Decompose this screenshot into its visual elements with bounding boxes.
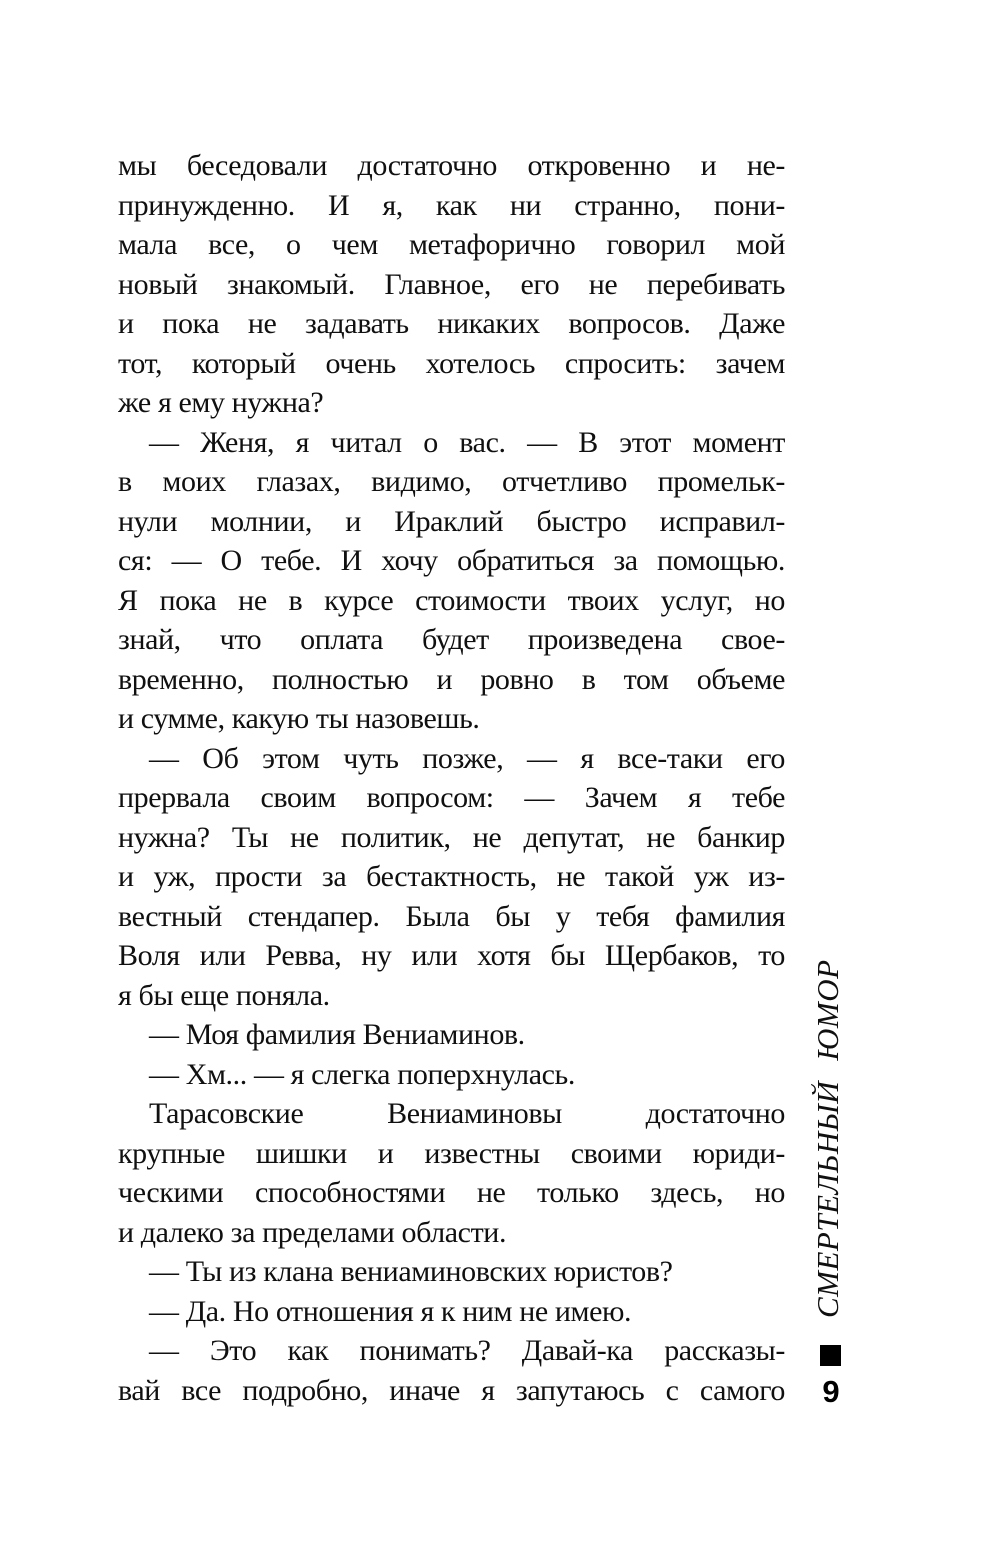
text-line: принужденно. И я, как ни странно, пони- (118, 188, 785, 222)
text-line: — Это как понимать? Давай-ка рассказы- (149, 1334, 785, 1367)
text-line: прервала своим вопросом: — Зачем я тебе (118, 781, 785, 814)
text-line: ся: — О тебе. И хочу обратиться за помощью. (118, 544, 785, 577)
text-line: и сумме, какую ты назовешь. (118, 702, 480, 735)
text-line: знай, что оплата будет произведена свое- (118, 623, 785, 656)
text-block (118, 146, 785, 1410)
text-line: временно, полностью и ровно в том объеме (118, 662, 785, 696)
text-line: тот, который очень хотелось спросить: зачем (118, 346, 785, 380)
text-line: и далеко за пределами области. (118, 1215, 507, 1249)
margin-series-title: СМЕРТЕЛЬНЫЙ ЮМОР (810, 959, 845, 1318)
text-line: Воля или Ревва, ну или хотя бы Щербаков, то (118, 939, 785, 972)
text-line: крупные шишки и известны своими юриди- (118, 1136, 785, 1170)
text-line: я бы еще поняла. (118, 978, 330, 1012)
text-line: мы беседовали достаточно откровенно и не- (118, 149, 785, 182)
text-line: вестный стендапер. Была бы у тебя фамилия (118, 899, 785, 933)
text-line: — Хм... — я слегка поперхнулась. (149, 1057, 575, 1091)
text-line: нули молнии, и Ираклий быстро исправил- (118, 504, 785, 538)
text-line: — Ты из клана вениаминовских юристов? (149, 1255, 673, 1288)
text-line: нужна? Ты не политик, не депутат, не банкир (118, 820, 785, 854)
text-line: ческими способностями не только здесь, но (118, 1176, 785, 1209)
section-marker-square (820, 1345, 841, 1366)
text-line: — Да. Но отношения я к ним не имею. (149, 1294, 632, 1328)
text-line: — Моя фамилия Вениаминов. (149, 1018, 525, 1051)
text-line: новый знакомый. Главное, его не перебивать (118, 267, 785, 301)
text-line: же я ему нужна? (118, 386, 324, 419)
text-line: Я пока не в курсе стоимости твоих услуг, но (118, 583, 785, 617)
text-line: и уж, прости за бестактность, не такой уж из- (118, 860, 785, 893)
text-line: Тарасовские Вениаминовы достаточно (149, 1097, 785, 1130)
text-line: вай все подробно, иначе я запутаюсь с самого (118, 1373, 785, 1407)
text-line: и пока не задавать никаких вопросов. Даже (118, 307, 785, 340)
text-line: — Об этом чуть позже, — я все-таки его (149, 741, 785, 775)
page-number: 9 (822, 1374, 840, 1409)
text-line: в моих глазах, видимо, отчетливо промельк- (118, 465, 785, 498)
text-line: — Женя, я читал о вас. — В этот момент (149, 425, 785, 459)
text-line: мала все, о чем метафорично говорил мой (118, 228, 785, 261)
